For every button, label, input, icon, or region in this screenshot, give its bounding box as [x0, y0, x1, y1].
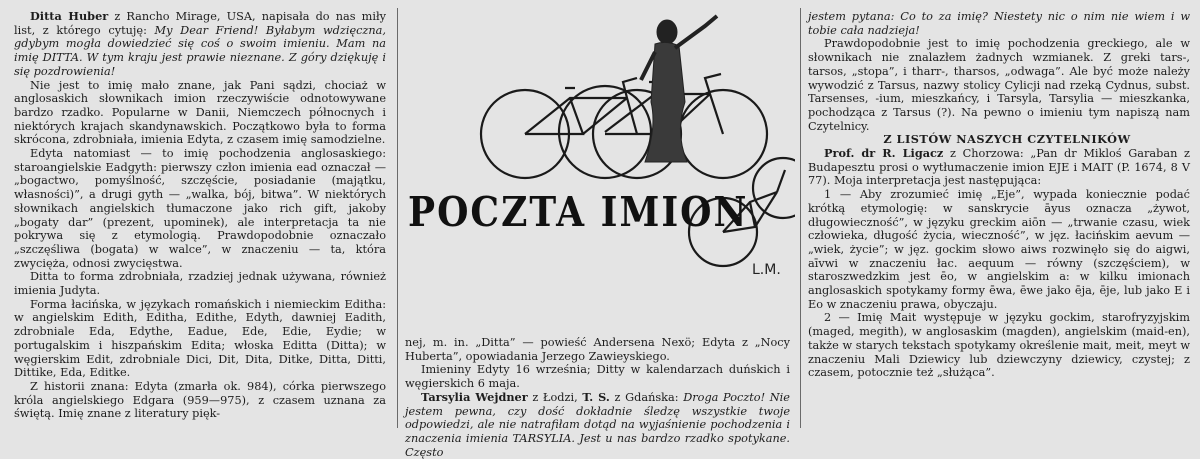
article-column-right — [808, 10, 1190, 380]
letter-paragraph: Prof. dr R. Ligacz z Chorzowa: „Pan dr Mikloś Garaban z Budapesztu prosi o wytłumaczenie imion EJE i MAIT (P. 1674, 8 V 77). Moja interpretacja jest następująca: — [808, 146, 1191, 188]
paragraph: Nie jest to imię mało znane, jak Pani sądzi, chociaż w anglosaskich słownikach imion rzeczywiście odnotowywane bardzo rzadko. Popularne w Danii, Niemczech północnych i niektórych krajach skandynawskich. Początkowo była to forma skrócona, zdrobniała, imienia Edyta, z czasem imię samodzielne. — [14, 78, 386, 147]
letter-author: Tarsylia Wejdner — [421, 389, 528, 404]
paragraph: Z historii znana: Edyta (zmarła ok. 984), córka pierwszego króla angielskiego Edgara (959—975), z czasem uznana za świętą. Imię znane z literatury pięk- — [14, 379, 386, 421]
letter-author: T. S. — [582, 389, 610, 404]
letter-intro: z Rancho Mirage, USA, napisała do nas miły list, z którego cytuję: — [14, 10, 386, 37]
article-column-middle — [405, 336, 790, 459]
paragraph: Prawdopodobnie jest to imię pochodzenia greckiego, ale w słownikach nie znalazłem żadnych wzmianek. Z greki tars-, tarsos, „stopa”, i tharr-, tharsos, „odwaga”. Ale być może należy wywodzić z Tarsus, nazwy stolicy Cylicji nad rzeką Cydnus, subst. Tarsenses, -ium, mieszkańcy, i Tarsyla, Tarsylia — mieszkanka, pochodząca z Tarsus (?). Na pewno o imieniu tym napiszą nam Czytelnicy. — [808, 37, 1190, 133]
letter-quote: Droga Poczto! Nie jestem pewna, czy dość dokładnie śledzę wszystkie twoje odpowiedzi, ale nie natrafiłam dotąd na wyjaśnienie pochodzenia i znaczenia imienia TARSYLIA. Jest u nas bardzo rzadko spotykane. Często — [405, 390, 790, 459]
bicycle-illustration — [405, 2, 795, 332]
letter-author: Prof. dr R. Ligacz — [824, 146, 944, 161]
author-signature: L.M. — [752, 262, 781, 278]
paragraph: Forma łacińska, w językach romańskich i niemieckim Editha: w angielskim Edith, Editha, Edithe, Edyth, dawniej Eadith, zdrobniale Eda, Edythe, Eadue, Ede, Edie, Eydie; w portugalskim i hiszpańskim Edita; włoska Editta (Ditta); w węgierskim Edit, zdrobniale Dici, Dit, Dita, Ditke, Ditta, Ditti, Dittike, Eda, Editke. — [14, 297, 386, 380]
paragraph: nej, m. in. „Ditta” — powieść Andersena Nexö; Edyta z „Nocy Huberta”, opowiadania Jerzego Zawieyskiego. — [405, 336, 790, 363]
woman-figure — [641, 16, 717, 162]
paragraph: Edyta natomiast — to imię pochodzenia anglosaskiego: staroangielskie Eadgyth: pierwszy człon imienia ead oznaczał — „bogactwo, pomyślność, szczęście, posiadanie (majątku, własności)”, a drugi gyth — „walka, bój, bitwa”. W niektórych słownikach angielskich tłumaczone jako rich gift, jakoby „bogaty dar” (prezent, upominek), ale interpretacja ta nie pokrywa się z etymologią. Prawdopodobnie oznaczało „szczęśliwa (bogata) w walce”, w znaczeniu — ta, która zwycięża, odnosi zwycięstwa. — [14, 147, 386, 270]
paragraph: Imieniny Edyty 16 września; Ditty w kalendarzach duńskich i węgierskich 6 maja. — [405, 363, 790, 391]
article-column-left — [14, 10, 386, 421]
letter-author: Ditta Huber — [30, 9, 109, 23]
letter-paragraph: Tarsylia Wejdner z Łodzi, T. S. z Gdańska: Droga Poczto! Nie jestem pewna, czy dość dokładnie śledzę wszystkie twoje odpowiedzi, ale nie natrafiłam dotąd na wyjaśnienie pochodzenia i znaczenia imienia TARSYLIA. Jest u nas bardzo rzadko spotykane. Często — [405, 389, 790, 459]
paragraph: 1 — Aby zrozumieć imię „Eje”, wypada koniecznie podać krótką etymologię: w sanskrycie āyus oznacza „żywot, długowieczność”, w języku greckim aiōn — „trwanie czasu, wiek człowieka, długość życia, wieczność”, w jęz. łacińskim aevum — „wiek, życie”; w jęz. gockim słowo aiws rozwinęło się do aigwi, aīvwi w znaczeniu łac. aequum — równy (szczęściem), w staroszwedzkim jest ēo, w angielskim a: w kilku imionach anglosaskich spotykamy formy ēwa, ēwe jako ēja, ēje, lub jako E i Eo w znaczeniu prawa, obyczaju. — [808, 188, 1190, 311]
bicycle-wheel — [753, 158, 795, 218]
page-title: POCZTA IMION — [408, 188, 749, 237]
column-rule-right — [800, 8, 801, 428]
letter-quote-continued: jestem pytana: Co to za imię? Niestety nic o nim nie wiem i w tobie cała nadzieja! — [808, 10, 1190, 37]
paragraph: 2 — Imię Mait występuje w języku gockim, starofryzyjskim (maged, megith), w anglosaskim (magden), angielskim (maid-en), także w starych tekstach spotykamy określenie mait, meit, meyt w znaczeniu Mali Dziewicy lub dziewczyny dziewicy, czystej; z czasem, potocznie też „służąca”. — [808, 311, 1190, 380]
paragraph: Ditta to forma zdrobniała, rzadziej jednak używana, również imienia Judyta. — [14, 270, 386, 298]
letter-quote: My Dear Friend! Byłabym wdzięczna, gdybym mogła dowiedzieć się coś o swoim imieniu. Mam na imię DITTA. W tym kraju jest prawie nieznane. Z góry dziękuję i się pozdrowienia! — [14, 23, 387, 78]
letter-paragraph — [14, 10, 386, 79]
column-rule-left — [397, 8, 398, 428]
section-heading: Z LISTÓW NASZYCH CZYTELNIKÓW — [883, 132, 1131, 147]
